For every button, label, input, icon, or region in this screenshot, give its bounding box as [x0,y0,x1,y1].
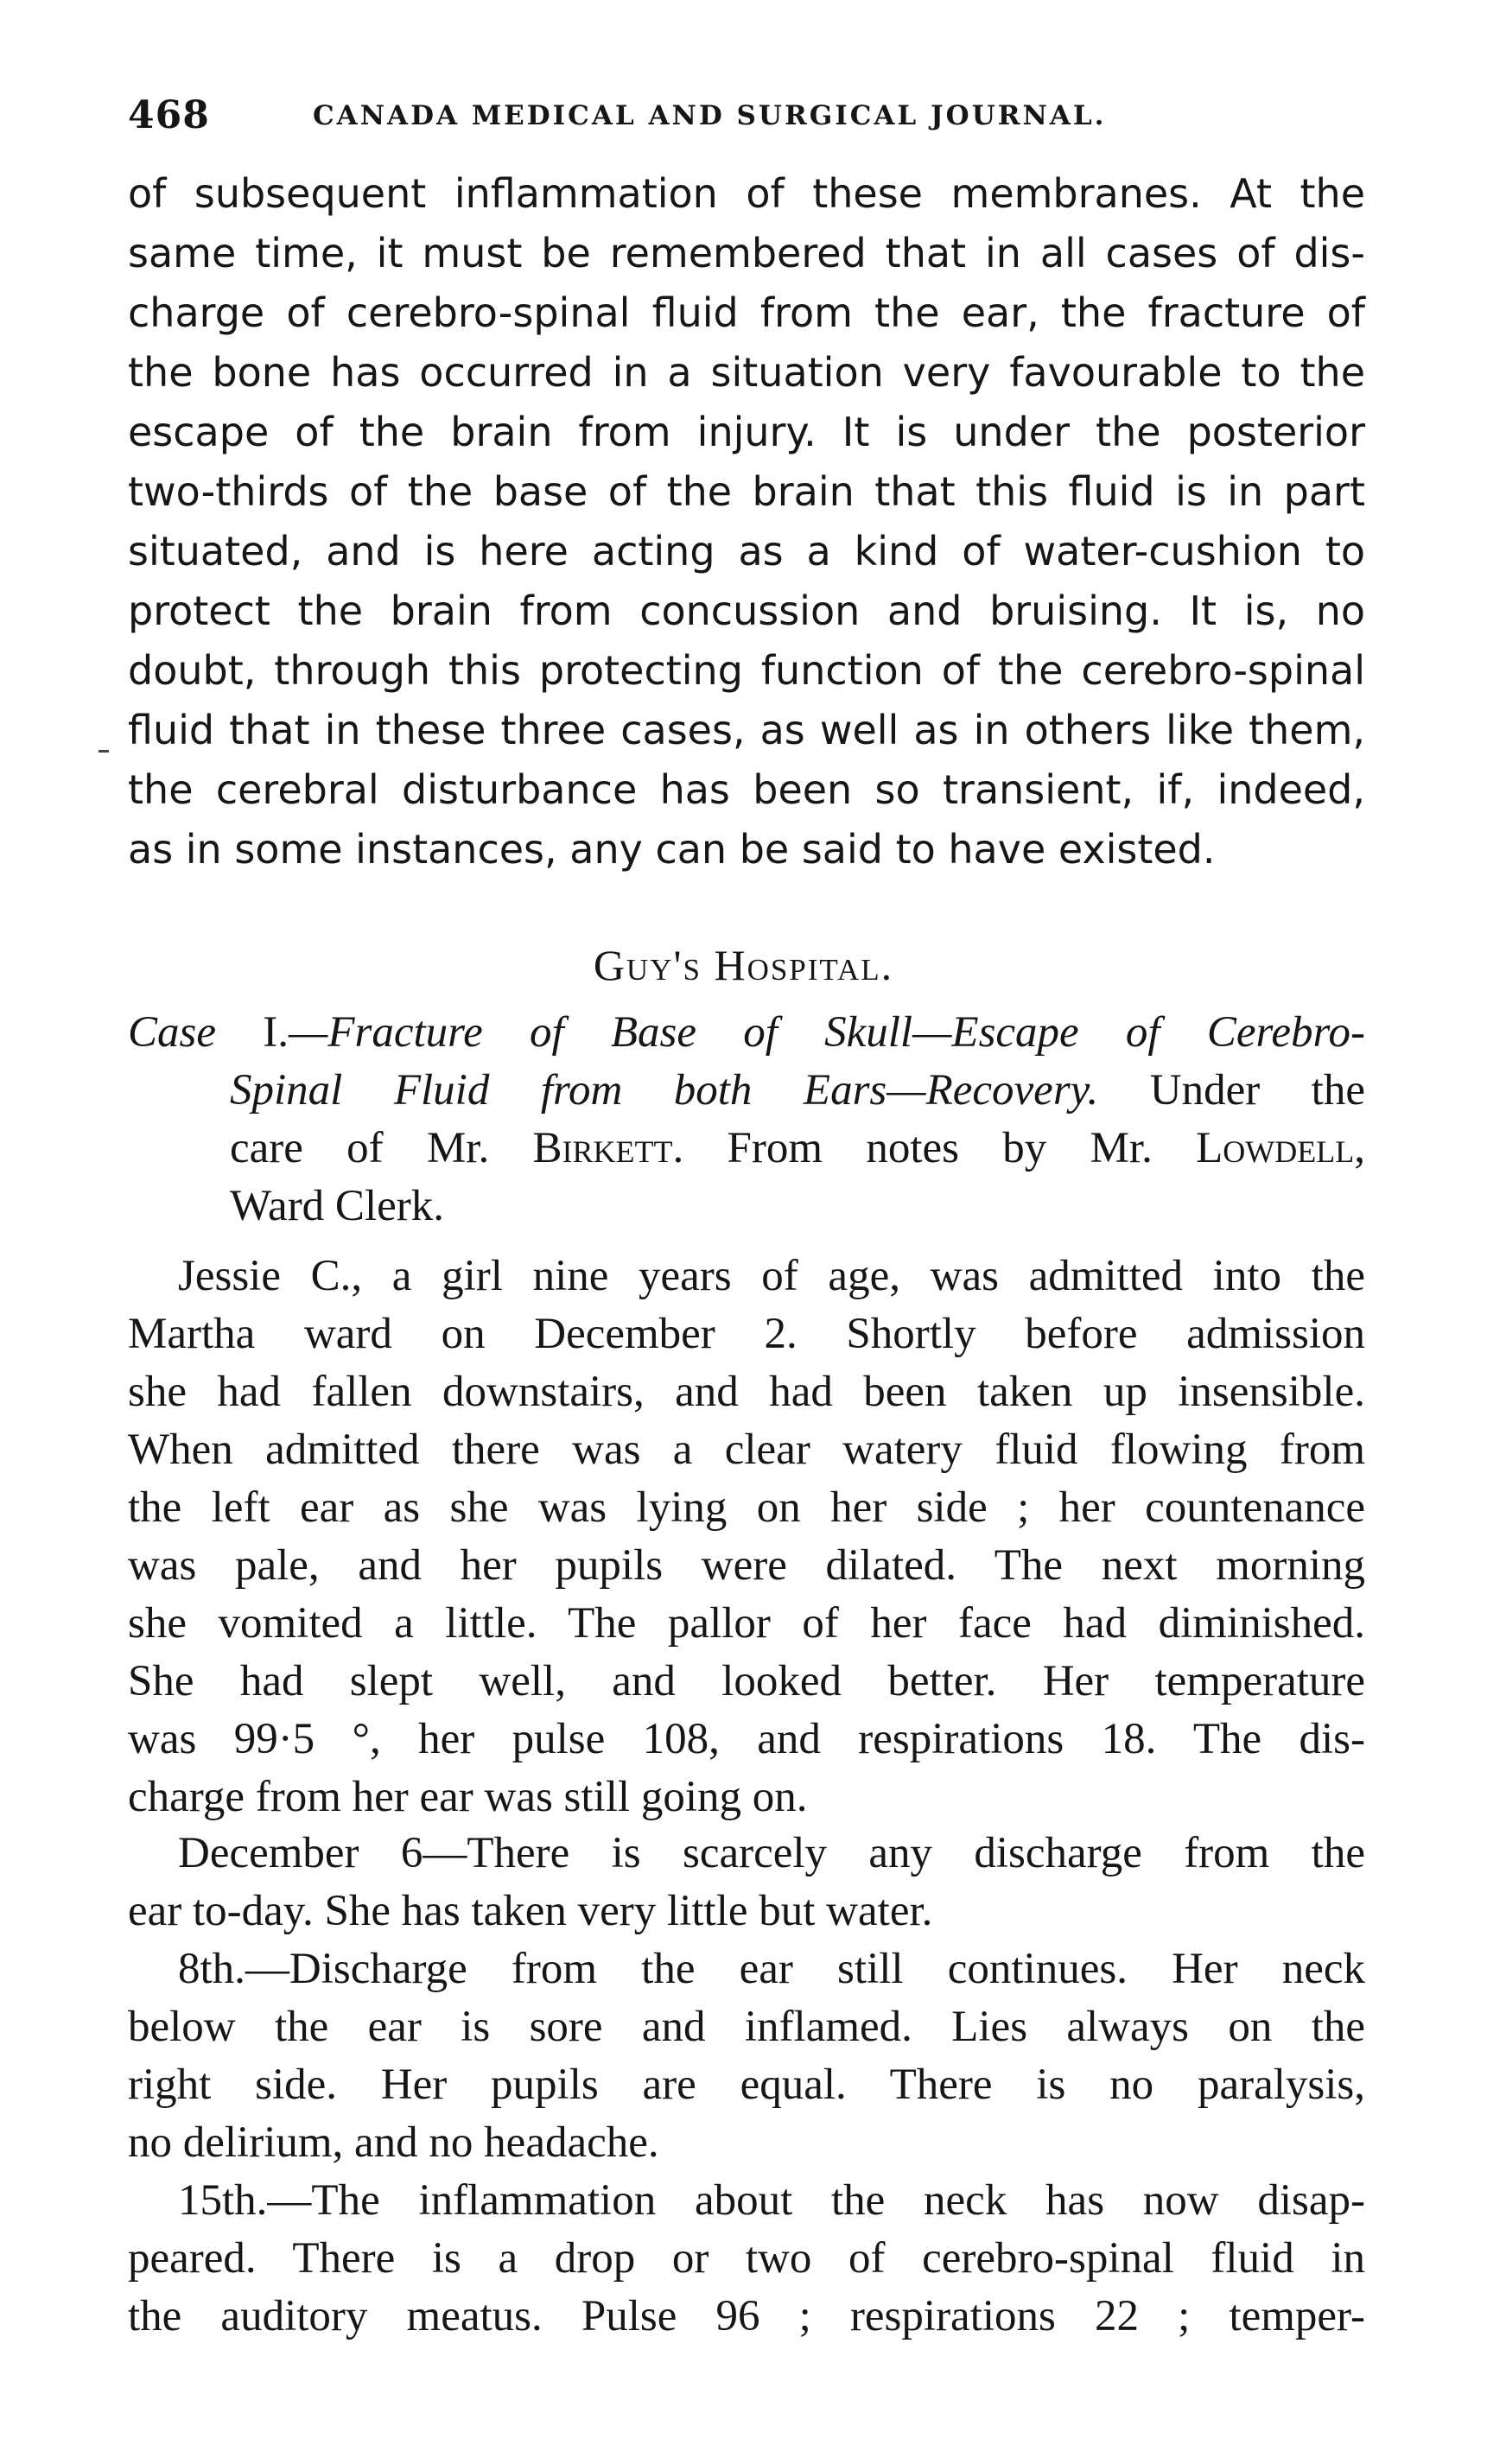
case-paragraph [128,1825,1365,1940]
text-line: ear to-day. She has taken very little but water. [128,1887,933,1935]
case-paragraph [128,1248,1365,1826]
text-line: below the ear is sore and inflamed. Lies always on the [128,2003,1365,2051]
text-line: was pale, and her pupils were dilated. The next morning [128,1541,1365,1590]
text-line: charge from her ear was still going on. [128,1773,808,1821]
case-label: Case [128,1008,216,1057]
text-line: When admitted there was a clear watery fluid flowing from [128,1426,1365,1474]
text-line: peared. There is a drop or two of cerebro-spinal fluid in [128,2234,1365,2283]
text-line: 8th.—Discharge from the ear still continues. Her neck [178,1945,1365,1993]
text-line: doubt, through this protecting function of the cerebro-spinal [128,647,1365,694]
journal-title: CANADA MEDICAL AND SURGICAL JOURNAL. [313,100,1107,131]
case-title-line [128,1120,1365,1178]
text-line: She had slept well, and looked better. Her temperature [128,1657,1365,1705]
text-line: escape of the brain from injury. It is under the posterior [128,409,1365,455]
margin-mark [98,750,109,753]
text-line: 15th.—The inflammation about the neck has now disap- [178,2176,1365,2225]
running-head [128,93,1381,145]
text-line: situated, and is here acting as a kind of water-cushion to [128,528,1365,575]
case-title-continued: Spinal Fluid from both Ears—Recovery. [230,1066,1099,1115]
case-number: I. [263,1008,289,1057]
case-heading [128,1004,1365,1235]
case-title-line [128,1062,1365,1120]
text-line: Martha ward on December 2. Shortly before admission [128,1310,1365,1358]
text-line: December 6—There is scarcely any discharge from the [178,1829,1365,1877]
page-number: 468 [128,93,210,137]
text-line: the bone has occurred in a situation very favourable to the [128,349,1365,396]
text-line: protect the brain from concussion and bruising. It is, no [128,587,1365,634]
case-title-line: Ward Clerk. [230,1182,444,1230]
text-run: care of Mr. [230,1124,533,1172]
text-line: same time, it must be remembered that in all cases of dis- [128,230,1365,276]
text-line: the cerebral disturbance has been so transient, if, indeed, [128,766,1365,813]
text-line: right side. Her pupils are equal. There is no paralysis, [128,2061,1365,2109]
text-line: two-thirds of the base of the brain that this fluid is in part [128,468,1365,515]
text-line: Jessie C., a girl nine years of age, was admitted into the [178,1252,1365,1300]
case-paragraph [128,2172,1365,2346]
clerk-name: Lowdell [1196,1124,1355,1172]
text-line: the left ear as she was lying on her side ; her countenance [128,1483,1365,1532]
text-line: as in some instances, any can be said to have existed. [128,826,1216,873]
text-run: . From notes by Mr. [672,1124,1197,1172]
text-line: charge of cerebro-spinal fluid from the ear, the fracture of [128,289,1365,336]
text-line: of subsequent inflammation of these membranes. At the [128,170,1365,217]
surgeon-name: Birkett [532,1124,673,1172]
case-title-rest: Under the [1098,1066,1365,1115]
section-heading: Guy's Hospital. [593,941,894,989]
text-line: she vomited a little. The pallor of her face had diminished. [128,1599,1365,1648]
text-line: no delirium, and no headache. [128,2118,659,2167]
case-paragraph [128,1940,1365,2172]
text-line: fluid that in these three cases, as well as in others like them, [128,707,1365,753]
intro-paragraph [128,164,1365,880]
case-title-line [128,1004,1365,1062]
text-line: was 99·5 °, her pulse 108, and respirations 18. The dis- [128,1715,1365,1763]
text-line: the auditory meatus. Pulse 96 ; respirations 22 ; temper- [128,2292,1365,2340]
case-title: —Fracture of Base of Skull—Escape of Cerebro- [288,1008,1365,1057]
text-line: she had fallen downstairs, and had been taken up insensible. [128,1368,1365,1416]
text-run: , [1354,1124,1365,1172]
